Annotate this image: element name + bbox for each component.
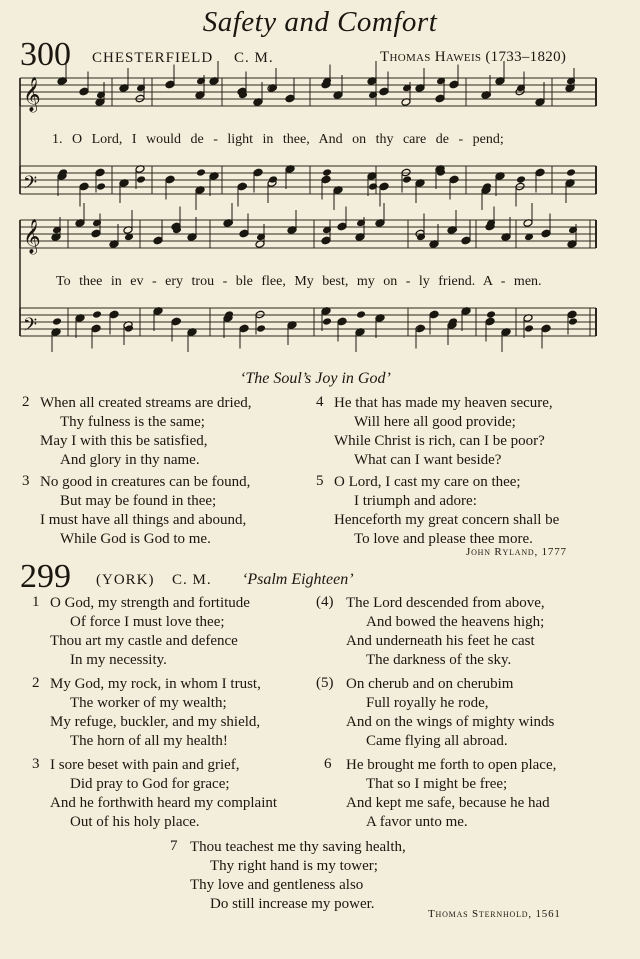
- note-head: [256, 324, 266, 333]
- hymn-299-verse-2: [50, 675, 261, 751]
- verse-line: I must have all things and abound,: [40, 512, 247, 528]
- note-head: [567, 310, 577, 319]
- verse-line: And on the wings of mighty winds: [346, 714, 555, 730]
- hymn-299-number: 299: [20, 558, 71, 595]
- verse-line: My God, my rock, in whom I trust,: [50, 676, 261, 692]
- verse-line: A favor unto me.: [366, 814, 468, 830]
- note-head: [541, 229, 551, 238]
- verse-line: Came flying all abroad.: [366, 733, 508, 749]
- verse-line: He that has made my heaven secure,: [334, 395, 553, 411]
- verse-number: 2: [22, 394, 30, 410]
- verse-line: Do still increase my power.: [210, 896, 375, 912]
- hymn-299-verse-3: [50, 756, 277, 832]
- hymn-300-composer: Thomas Haweis (1733–1820): [380, 49, 567, 65]
- hymn-300-tune: CHESTERFIELD: [92, 50, 214, 66]
- note-head: [153, 236, 163, 245]
- verse-number: 6: [324, 756, 332, 772]
- treble-clef-icon: 𝄞: [23, 219, 41, 254]
- treble-clef-icon: 𝄞: [23, 77, 41, 112]
- note-head: [95, 168, 105, 177]
- verse-line: The darkness of the sky.: [366, 652, 512, 668]
- hymn-299-verse-5: [346, 675, 554, 751]
- note-head: [524, 324, 534, 333]
- hymn-299-verse-4: [346, 594, 545, 670]
- verse-line: And bowed the heavens high;: [366, 614, 545, 630]
- verse-line: And he forthwith heard my complaint: [50, 795, 278, 811]
- verse-line: Did pray to God for grace;: [70, 776, 230, 792]
- verse-line: He brought me forth to open place,: [346, 757, 557, 773]
- note-head: [321, 236, 331, 245]
- verse-number: 7: [170, 838, 178, 854]
- note-head: [516, 175, 526, 184]
- verse-line: To love and please thee more.: [354, 531, 533, 547]
- note-head: [196, 168, 206, 177]
- note-head: [337, 222, 347, 231]
- note-head: [91, 324, 101, 333]
- bass-clef-icon: 𝄢: [23, 173, 38, 198]
- verse-line: Of force I must love thee;: [70, 614, 225, 630]
- note-head: [435, 94, 445, 103]
- verse-line: In my necessity.: [70, 652, 167, 668]
- verse-line: No good in creatures can be found,: [40, 474, 251, 490]
- hymn-300-verse-2: [40, 394, 252, 470]
- note-head: [285, 94, 295, 103]
- note-head: [449, 80, 459, 89]
- verse-line: While God is God to me.: [60, 531, 211, 547]
- hymn-299-meter: C. M.: [172, 572, 212, 588]
- note-head: [321, 175, 331, 184]
- hymn-300-title: ‘The Soul’s Joy in God’: [240, 370, 391, 387]
- note-head: [322, 168, 332, 177]
- note-head: [485, 317, 495, 326]
- verse-line: Thou teachest me thy saving health,: [190, 839, 406, 855]
- verse-number: (5): [316, 675, 334, 691]
- verse-line: But may be found in thee;: [60, 493, 217, 509]
- note-head: [337, 317, 347, 326]
- note-head: [461, 236, 471, 245]
- note-head: [486, 310, 496, 319]
- note-head: [109, 310, 119, 319]
- verse-line: The worker of my wealth;: [70, 695, 227, 711]
- note-head: [356, 310, 366, 319]
- page-title: Safety and Comfort: [202, 6, 438, 38]
- hymn-300-verse-4: [334, 394, 553, 470]
- note-head: [96, 182, 106, 191]
- verse-line: What can I want beside?: [354, 452, 502, 468]
- verse-line: Thou art my castle and defence: [50, 633, 238, 649]
- verse-line: Full royally he rode,: [366, 695, 489, 711]
- note-head: [429, 310, 439, 319]
- note-head: [568, 317, 578, 326]
- verse-number: 3: [32, 756, 40, 772]
- note-head: [379, 182, 389, 191]
- verse-line: Thy right hand is my tower;: [210, 858, 378, 874]
- note-head: [165, 80, 175, 89]
- hymn-299-tune: (YORK): [96, 572, 155, 588]
- verse-line: The horn of all my health!: [70, 733, 228, 749]
- verse-line: O Lord, I cast my care on thee;: [334, 474, 521, 490]
- verse-line: My refuge, buckler, and my shield,: [50, 714, 261, 730]
- hymn-299-verse-6: [346, 756, 556, 832]
- verse-line: On cherub and on cherubim: [346, 676, 514, 692]
- verse-number: 5: [316, 473, 324, 489]
- lyrics-line-1: 1. O Lord, I would de - light in thee, And on thy care de - pend;: [52, 132, 504, 147]
- music-notation: [0, 0, 640, 360]
- verse-line: And underneath his feet he cast: [346, 633, 535, 649]
- note-head: [165, 175, 175, 184]
- note-head: [566, 168, 576, 177]
- verse-number: 2: [32, 675, 40, 691]
- verse-number: 1: [32, 594, 40, 610]
- note-head: [91, 229, 101, 238]
- verse-line: Thy fulness is the same;: [60, 414, 205, 430]
- note-head: [92, 310, 102, 319]
- hymn-299-verse-1: [50, 594, 250, 670]
- verse-line: The Lord descended from above,: [346, 595, 545, 611]
- verse-line: I triumph and adore:: [354, 493, 477, 509]
- verse-line: And glory in thy name.: [60, 452, 200, 468]
- note-head: [322, 317, 332, 326]
- hymn-300-meter: C. M.: [234, 50, 274, 66]
- verse-line: That so I might be free;: [366, 776, 508, 792]
- note-head: [541, 324, 551, 333]
- note-head: [136, 175, 146, 184]
- hymn-299-author: Thomas Sternhold, 1561: [428, 908, 561, 920]
- note-head: [253, 168, 263, 177]
- verse-line: I sore beset with pain and grief,: [50, 757, 240, 773]
- verse-line: And kept me safe, because he had: [346, 795, 550, 811]
- note-head: [79, 182, 89, 191]
- verse-line: Thy love and gentleness also: [190, 877, 364, 893]
- hymn-299-title: ‘Psalm Eighteen’: [242, 571, 354, 588]
- hymn-300-verse-5: [334, 473, 559, 549]
- verse-line: While Christ is rich, can I be poor?: [334, 433, 545, 449]
- note-head: [535, 168, 545, 177]
- note-head: [379, 87, 389, 96]
- note-head: [239, 324, 249, 333]
- hymn-299-verse-7: [190, 838, 406, 914]
- lyrics-line-2: To thee in ev - ery trou - ble flee, My best, my on - ly friend. A - men.: [56, 274, 542, 289]
- verse-number: 4: [316, 394, 324, 410]
- hymn-300-author: John Ryland, 1777: [466, 546, 567, 558]
- verse-line: Will here all good provide;: [354, 414, 516, 430]
- verse-line: Henceforth my great concern shall be: [334, 512, 560, 528]
- verse-number: 3: [22, 473, 30, 489]
- verse-number: (4): [316, 594, 334, 610]
- note-head: [449, 175, 459, 184]
- note-head: [79, 87, 89, 96]
- note-head: [402, 175, 412, 184]
- verse-line: O God, my strength and fortitude: [50, 595, 250, 611]
- note-head: [239, 229, 249, 238]
- hymn-300-verse-3: [40, 473, 250, 549]
- verse-line: When all created streams are dried,: [40, 395, 252, 411]
- verse-line: Out of his holy place.: [70, 814, 200, 830]
- bass-clef-icon: 𝄢: [23, 315, 38, 340]
- note-head: [52, 317, 62, 326]
- verse-line: May I with this be satisfied,: [40, 433, 208, 449]
- hymn-300-number: 300: [20, 36, 71, 73]
